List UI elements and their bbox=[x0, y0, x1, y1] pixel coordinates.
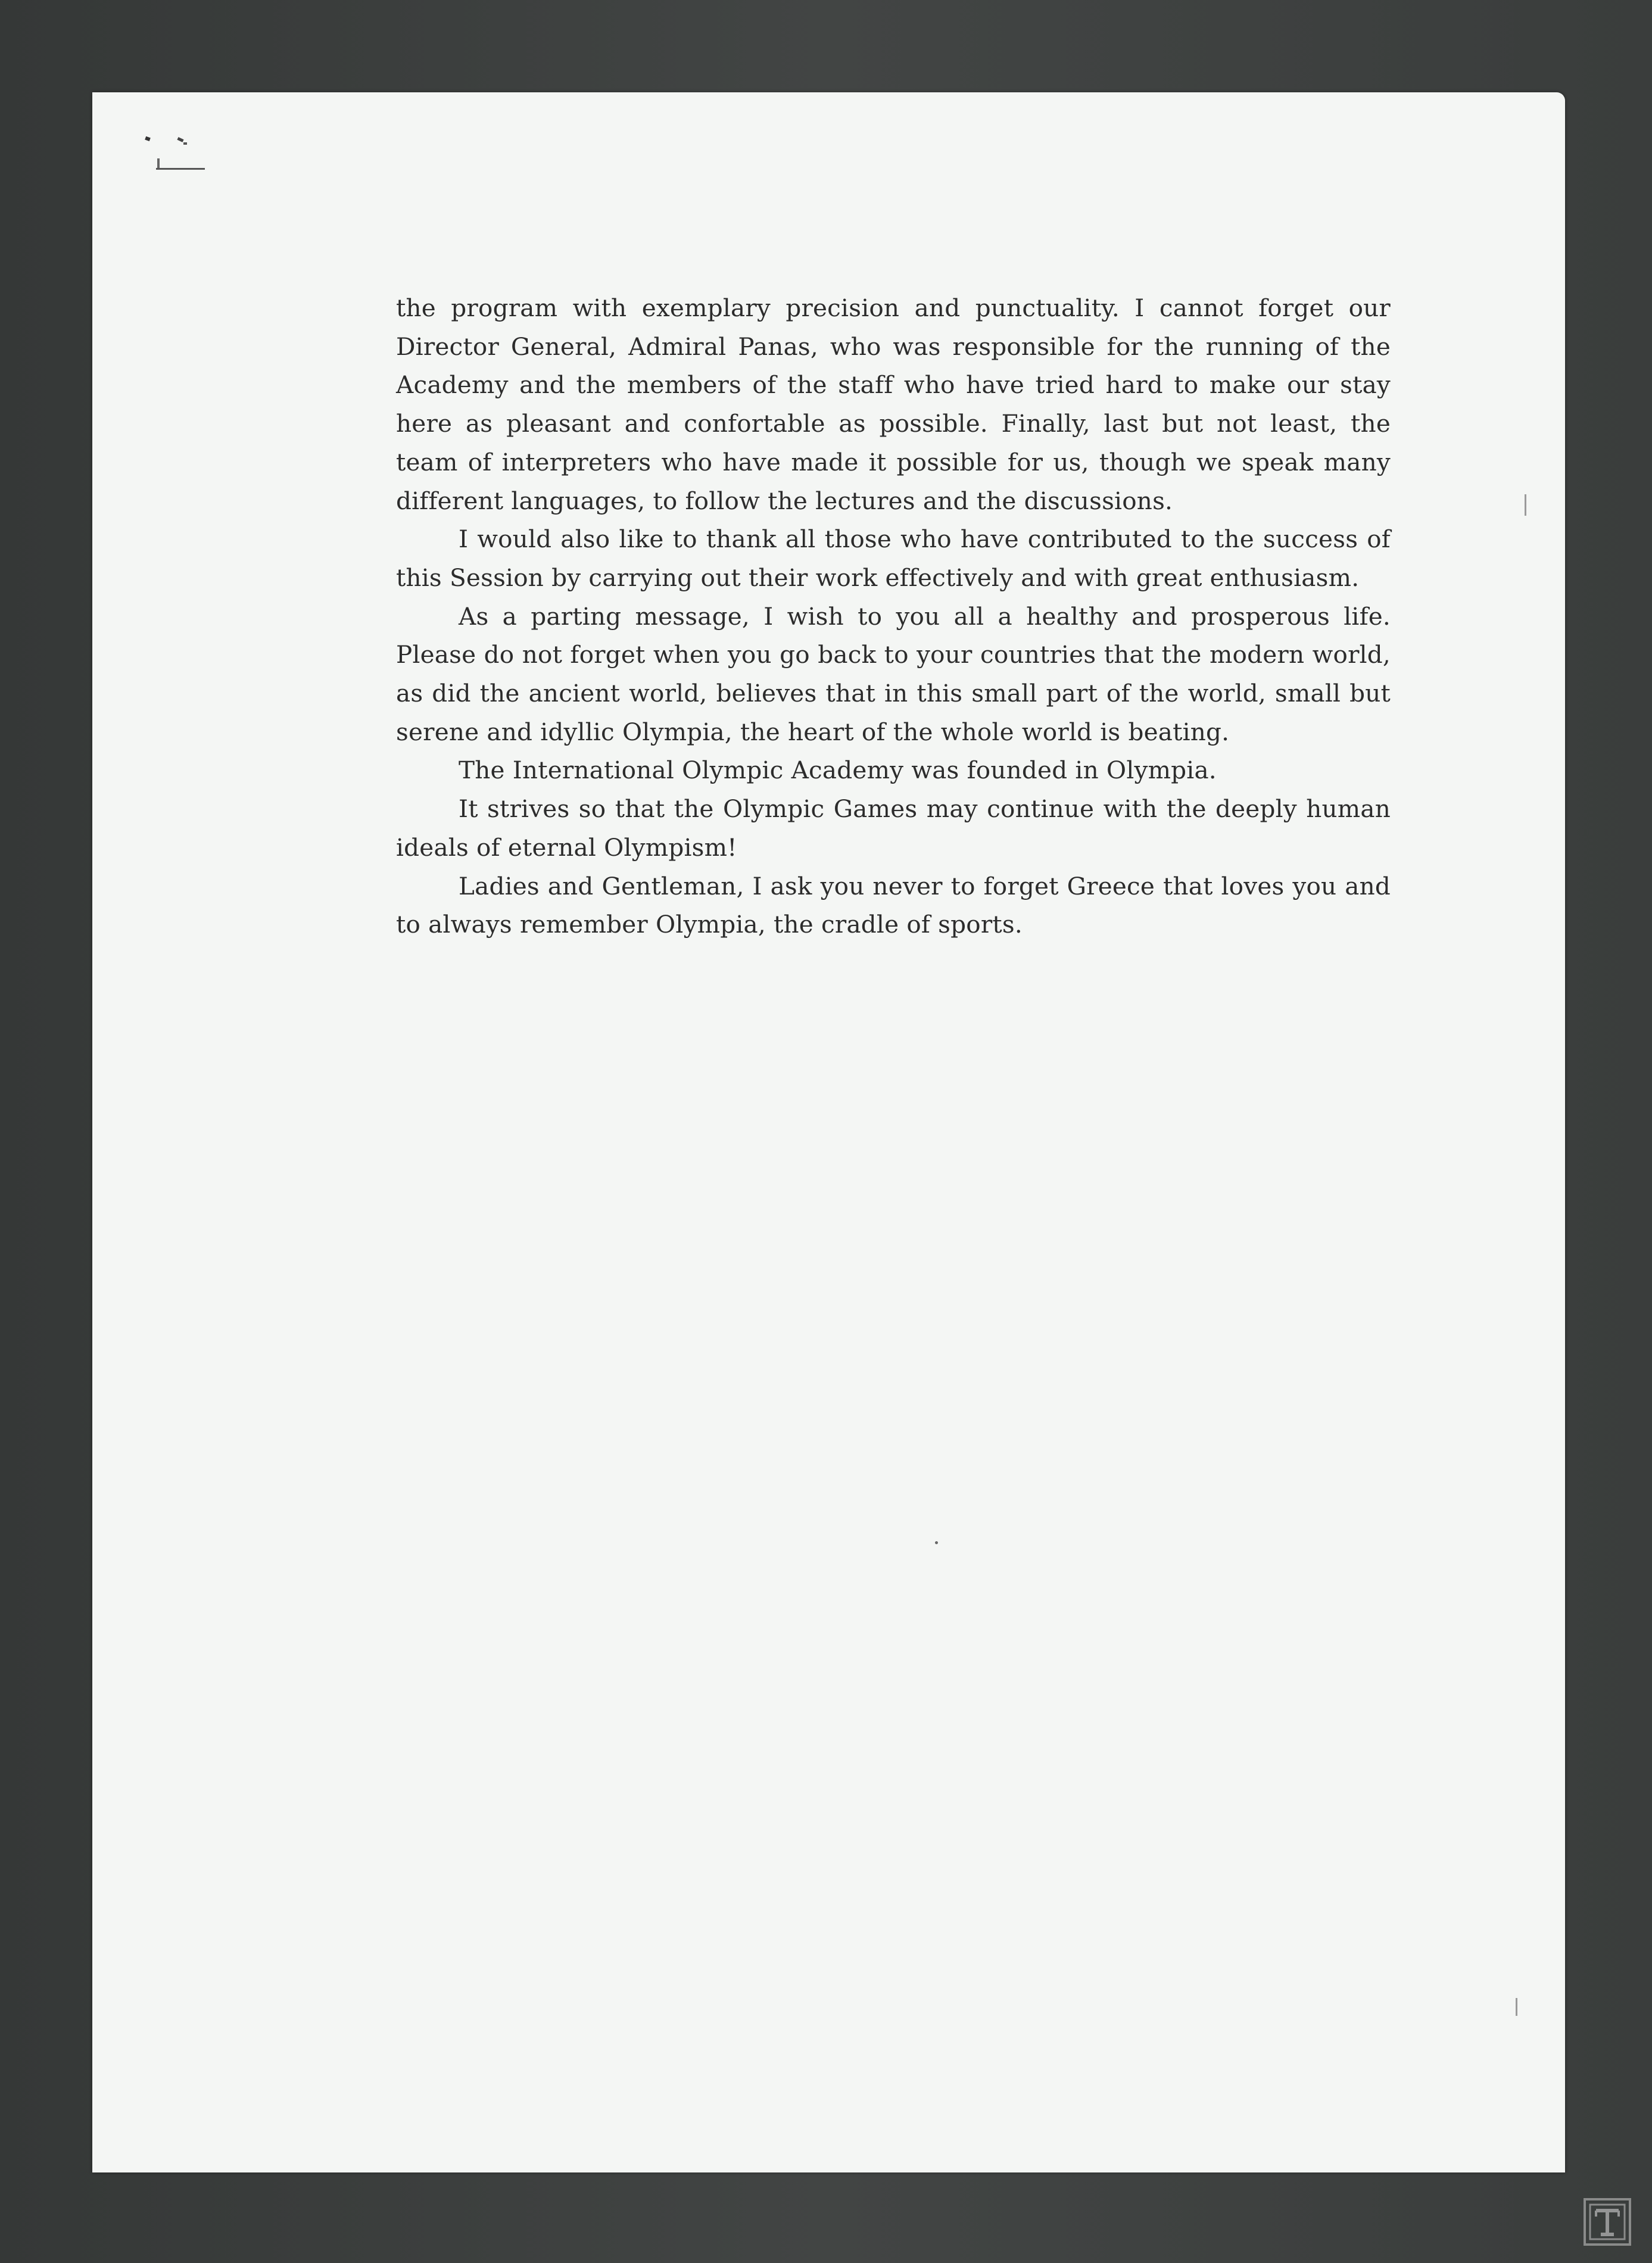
archive-logo-icon bbox=[1583, 2197, 1632, 2246]
ink-speck bbox=[145, 136, 151, 141]
handwritten-underline bbox=[156, 168, 205, 170]
document-body bbox=[396, 289, 1391, 944]
paragraph-academy-founded: The International Olympic Academy was founded in Olympia. bbox=[459, 756, 1217, 785]
paper-edge-mark bbox=[1516, 1998, 1517, 2016]
paper-edge-mark bbox=[1525, 494, 1526, 516]
paragraph-acknowledgements: the program with exemplary precision and punctuality. I cannot forget our Director General, Admiral Panas, who was responsible for the running of the Academy and the members of the staff who have tried hard to make our stay here as pleasant and confortable as possible. Finally, last but not least, the team of interpreters who have made it possible for us, though we speak many different languages, to follow the lectures and the discussions. bbox=[396, 294, 1391, 515]
paragraph-thanks: I would also like to thank all those who have contributed to the success of this Session by carrying out their work effectively and with great enthusiasm. bbox=[396, 525, 1391, 592]
ink-speck bbox=[177, 137, 183, 142]
paragraph-olympism: It strives so that the Olympic Games may continue with the deeply human ideals of eternal Olympism! bbox=[396, 794, 1391, 862]
page-number-mark bbox=[143, 132, 208, 180]
paragraph-closing: Ladies and Gentleman, I ask you never to forget Greece that loves you and to always remember Olympia, the cradle of sports. bbox=[396, 871, 1391, 939]
paper-speck bbox=[935, 1541, 938, 1544]
ink-speck bbox=[183, 142, 187, 145]
paragraph-parting-message: As a parting message, I wish to you all a healthy and prosperous life. Please do not forget when you go back to your countries that the modern world, as did the ancient world, believes that in this small part of the world, small but serene and idyllic Olympia, the heart of the whole world is beating. bbox=[396, 601, 1391, 746]
